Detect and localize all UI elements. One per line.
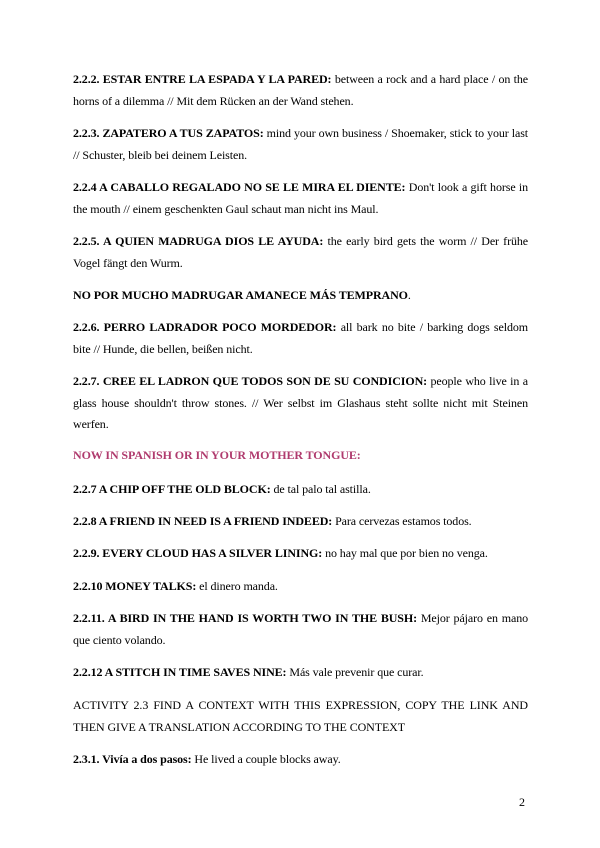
idiom-entry-2-2-11 [73,608,528,651]
idiom-entry-2-2-3 [73,123,528,166]
idiom-translation: no hay mal que por bien no venga. [322,546,488,560]
idiom-translation: people who live in a glass house shouldn't throw stones. // Wer selbst im Glashaus steht sollte nicht mit Steinen werfen. [73,374,528,431]
idiom-translation: de tal palo tal astilla. [270,482,371,496]
idiom-entry-2-2-4 [73,177,528,220]
idiom-label: 2.2.11. A BIRD IN THE HAND IS WORTH TWO IN THE BUSH: [73,611,418,625]
idiom-label: 2.2.9. EVERY CLOUD HAS A SILVER LINING: [73,546,323,560]
idiom-translation: Mejor pájaro en mano que ciento volando. [73,611,529,647]
idiom-translation: between a rock and a hard place / on the horns of a dilemma // Mit dem Rücken an der Wand stehen. [73,72,529,108]
idiom-entry-2-2-12 [73,662,528,684]
idiom-label: 2.2.8 A FRIEND IN NEED IS A FRIEND INDEED: [73,514,333,528]
idiom-translation: Más vale prevenir que curar. [286,665,424,679]
section-heading: NOW IN SPANISH OR IN YOUR MOTHER TONGUE: [73,448,361,462]
idiom-label: 2.2.7. CREE EL LADRON QUE TODOS SON DE SU CONDICION: [73,374,428,388]
idiom-label: 2.2.3. ZAPATERO A TUS ZAPATOS: [73,126,264,140]
idiom-label: NO POR MUCHO MADRUGAR AMANECE MÁS TEMPRANO [73,288,408,302]
idiom-translation: all bark no bite / barking dogs seldom bite // Hunde, die bellen, beißen nicht. [73,320,528,356]
idiom-entry-2-2-5 [73,231,528,274]
idiom-label: 2.2.5. A QUIEN MADRUGA DIOS LE AYUDA: [73,234,324,248]
idiom-label: 2.2.2. ESTAR ENTRE LA ESPADA Y LA PARED: [73,72,332,86]
idiom-entry-2-2-10 [73,576,528,598]
idiom-label: 2.2.12 A STITCH IN TIME SAVES NINE: [73,665,287,679]
idiom-translation: Para cervezas estamos todos. [332,514,472,528]
idiom-entry-2-2-9 [73,543,528,565]
idiom-label: 2.2.7 A CHIP OFF THE OLD BLOCK: [73,482,271,496]
idiom-entry-no-por-mucho [73,285,528,307]
idiom-entry-2-2-8 [73,511,528,533]
idiom-translation: the early bird gets the worm // Der frühe Vogel fängt den Wurm. [73,234,529,270]
example-translation: He lived a couple blocks away. [191,752,341,766]
idiom-entry-2-2-6 [73,317,528,360]
example-label: 2.3.1. Vivía a dos pasos: [73,752,192,766]
activity-instructions: ACTIVITY 2.3 FIND A CONTEXT WITH THIS EXPRESSION, COPY THE LINK AND THEN GIVE A TRANSLATION ACCORDING TO THE CONTEXT [73,698,528,734]
idiom-translation: . [407,288,411,302]
idiom-entry-2-2-7 [73,371,528,436]
idiom-label: 2.2.10 MONEY TALKS: [73,579,197,593]
page-number: 2 [519,795,525,809]
idiom-translation: mind your own business / Shoemaker, stick to your last // Schuster, bleib bei deinem Leisten. [73,126,528,162]
example-entry-2-3-1 [73,749,528,771]
idiom-label: 2.2.4 A CABALLO REGALADO NO SE LE MIRA EL DIENTE: [73,180,406,194]
idiom-translation: Don't look a gift horse in the mouth // einem geschenkten Gaul schaut man nicht ins Maul. [73,180,528,216]
idiom-entry-2-2-7b [73,479,528,501]
idiom-translation: el dinero manda. [196,579,278,593]
idiom-label: 2.2.6. PERRO LADRADOR POCO MORDEDOR: [73,320,337,334]
idiom-entry-2-2-2 [73,69,528,112]
